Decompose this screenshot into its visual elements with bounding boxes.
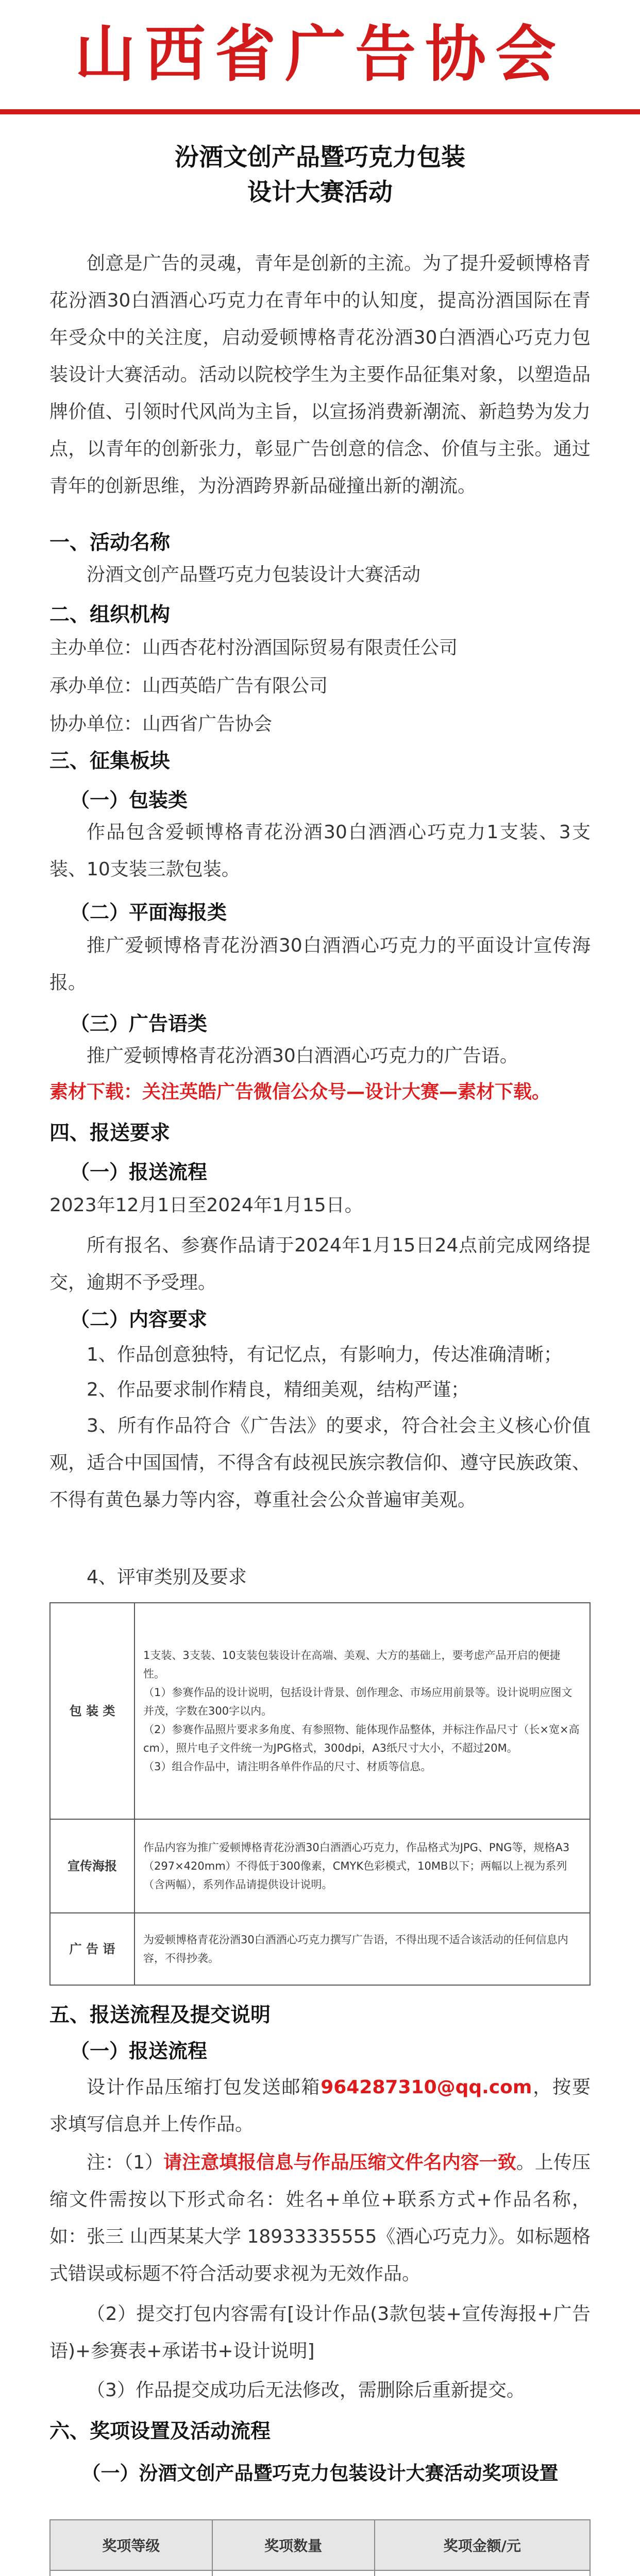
send-process-pre: 设计作品压缩打包发送邮箱 bbox=[87, 2077, 321, 2098]
naming-note bbox=[49, 2144, 591, 2293]
org-header-title: 山西省广告协会 bbox=[74, 18, 565, 90]
header-divider bbox=[0, 109, 640, 114]
award-row bbox=[50, 2570, 590, 2576]
host-unit: 主办单位：山西杏花村汾酒国际贸易有限责任公司 bbox=[49, 637, 458, 658]
slogan-category-text: 推广爱顿博格青花汾酒30白酒酒心巧克力的广告语。 bbox=[87, 1045, 518, 1066]
criteria-category: 宣传海报 bbox=[50, 1819, 134, 1913]
packaging-category-title: （一）包装类 bbox=[70, 789, 188, 811]
send-process-post: ，按要求填写信息并上传作品。 bbox=[49, 2077, 591, 2135]
poster-category-text: 推广爱顿博格青花汾酒30白酒酒心巧克力的平面设计宣传海报。 bbox=[49, 935, 591, 993]
content-requirements-title: （二）内容要求 bbox=[70, 1308, 208, 1331]
criteria-text: 为爱顿博格青花汾酒30白酒酒心巧克力撰写广告语，不得出现不适合该活动的任何信息内容，不得抄袭。 bbox=[134, 1913, 590, 1985]
criteria-row bbox=[50, 1819, 590, 1913]
section2-heading: 二、组织机构 bbox=[49, 603, 171, 626]
criteria-text: 1支装、3支装、10支装包装设计在高端、美观、大方的基础上，要考虑产品开启的便捷性。 （1）参赛作品的设计说明，包括设计背景、创作理念、市场应用前景等。设计说明应图文并茂，字数在300字以内。 （2）参赛作品照片要求多角度、有参照物、能体现作品整体，并标注作品尺寸（长×宽×高cm），照片电子文件统一为JPG格式，300dpi，A3纸尺寸大小，不超过20M。 （3）组合作品中，请注明各单件作品的尺寸、材质等信息。 bbox=[134, 1603, 590, 1819]
organizer-unit: 承办单位：山西英皓广告有限公司 bbox=[49, 675, 328, 697]
section4-heading: 四、报送要求 bbox=[49, 1122, 171, 1145]
requirement-item-2: 2、作品要求制作精良，精细美观，结构严谨； bbox=[87, 1379, 469, 1400]
naming-note-pre: 注：（1） bbox=[87, 2152, 164, 2173]
doc-title-line1: 汾酒文创产品暨巧克力包装 bbox=[175, 143, 465, 172]
requirement-item-1: 1、作品创意独特，有记忆点，有影响力，传达准确清晰； bbox=[87, 1344, 562, 1365]
award-table bbox=[49, 2519, 591, 2576]
award-level bbox=[50, 2570, 212, 2576]
requirement-item-3: 3、所有作品符合《广告法》的要求，符合社会主义核心价值观，适合中国国情，不得含有歧视民族宗教信仰、遵守民族政策、不得有黄色暴力等内容，尊重社会公众普遍审美观。 bbox=[49, 1415, 591, 1511]
naming-note-highlight: 请注意填报信息与作品压缩文件名内容一致 bbox=[163, 2152, 516, 2173]
criteria-category: 广 告 语 bbox=[50, 1913, 134, 1985]
section3-heading: 三、征集板块 bbox=[49, 750, 171, 773]
send-process-text bbox=[49, 2069, 591, 2143]
section5-heading: 五、报送流程及提交说明 bbox=[49, 2004, 271, 2027]
submission-date-range: 2023年12月1日至2024年1月15日。 bbox=[49, 1195, 363, 1216]
submission-email-link[interactable]: 964287310@qq.com bbox=[321, 2077, 532, 2098]
submission-process-title: （一）报送流程 bbox=[70, 1161, 208, 1183]
requirement-item-4: 4、评审类别及要求 bbox=[87, 1567, 247, 1588]
criteria-category: 包 装 类 bbox=[50, 1603, 134, 1819]
slogan-category-title: （三）广告语类 bbox=[70, 1012, 208, 1035]
send-process-title: （一）报送流程 bbox=[70, 2040, 208, 2062]
packaging-category-text: 作品包含爱顿博格青花汾酒30白酒酒心巧克力1支装、3支装、10支装三款包装。 bbox=[49, 822, 591, 880]
intro-paragraph: 创意是广告的灵魂，青年是创新的主流。为了提升爱顿博格青花汾酒30白酒酒心巧克力在青年中的认知度，提高汾酒国际在青年受众中的关注度，启动爱顿博格青花汾酒30白酒酒心巧克力包装设计大赛活动。活动以院校学生为主要作品征集对象，以塑造品牌价值、引领时代风尚为主旨，以宣扬消费新潮流、新趋势为发力点，以青年的创新张力，彰显广告创意的信念、价值与主张。通过青年的创新思维，为汾酒跨界新品碰撞出新的潮流。 bbox=[49, 253, 591, 497]
award-header-count: 奖项数量 bbox=[212, 2520, 375, 2570]
no-modify-note: （3）作品提交成功后无法修改，需删除后重新提交。 bbox=[87, 2380, 525, 2401]
award-amount bbox=[375, 2570, 590, 2576]
criteria-row bbox=[50, 1913, 590, 1985]
criteria-text: 作品内容为推广爱顿博格青花汾酒30白酒酒心巧克力，作品格式为JPG、PNG等，规格A3（297×420mm）不得低于300像素，CMYK色彩模式，10MB以下；两幅以上视为系列（含两幅），系列作品请提供设计说明。 bbox=[134, 1819, 590, 1913]
co-organizer-unit: 协办单位：山西省广告协会 bbox=[49, 714, 273, 735]
activity-name: 汾酒文创产品暨巧克力包装设计大赛活动 bbox=[87, 564, 421, 585]
review-criteria-table bbox=[49, 1602, 591, 1986]
award-count bbox=[212, 2570, 375, 2576]
submission-deadline-text: 所有报名、参赛作品请于2024年1月15日24点前完成网络提交，逾期不予受理。 bbox=[49, 1235, 591, 1293]
section6-heading: 六、奖项设置及活动流程 bbox=[49, 2420, 271, 2443]
criteria-row bbox=[50, 1603, 590, 1819]
package-content-note: （2）提交打包内容需有[设计作品(3款包装+宣传海报+广告语)+参赛表+承诺书+设计说明] bbox=[49, 2303, 591, 2362]
award-header-level: 奖项等级 bbox=[50, 2520, 212, 2570]
naming-note-post: 。上传压缩文件需按以下形式命名：姓名+单位+联系方式+作品名称，如：张三 山西某某大学 18933335555《酒心巧克力》。如标题格式错误或标题不符合活动要求视为无效作品。 bbox=[49, 2152, 591, 2284]
award-settings-title: （一）汾酒文创产品暨巧克力包装设计大赛活动奖项设置 bbox=[81, 2462, 559, 2484]
section1-heading: 一、活动名称 bbox=[49, 531, 171, 554]
award-header-row bbox=[50, 2520, 590, 2570]
doc-title-line2: 设计大赛活动 bbox=[247, 178, 393, 207]
poster-category-title: （二）平面海报类 bbox=[70, 901, 227, 924]
material-download-note: 素材下载：关注英皓广告微信公众号—设计大赛—素材下载。 bbox=[49, 1081, 551, 1103]
award-header-amount: 奖项金额/元 bbox=[375, 2520, 590, 2570]
